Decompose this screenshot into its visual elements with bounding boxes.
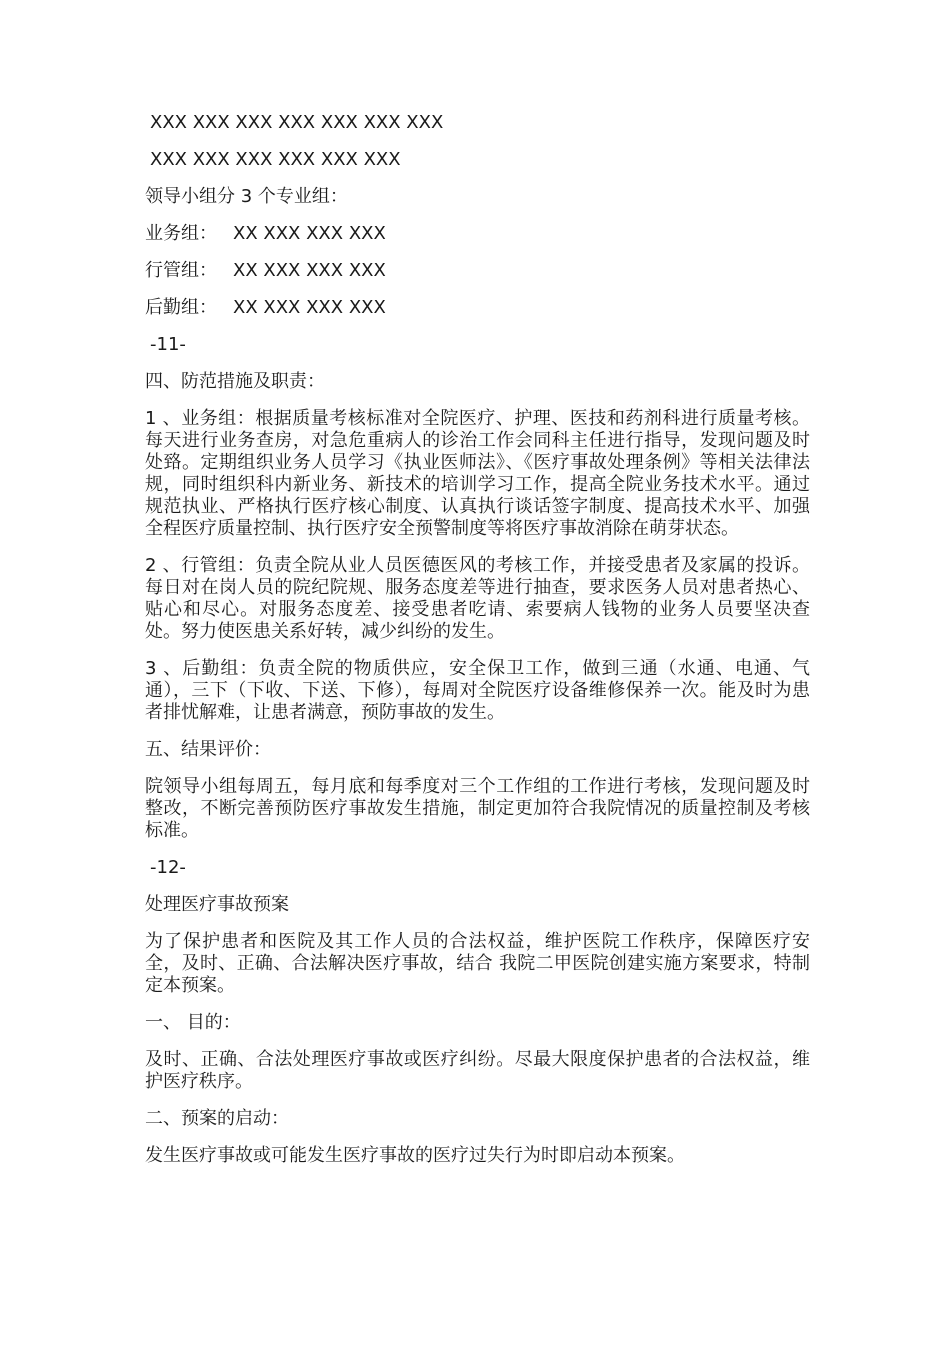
page-number: -11-: [150, 334, 186, 355]
group-label: 行管组：: [145, 260, 217, 281]
group-label: 后勤组：: [145, 297, 217, 318]
paragraph: 院领导小组每周五，每月底和每季度对三个工作组的工作进行考核，发现问题及时整改，不断完善预防医疗事故发生措施，制定更加符合我院情况的质量控制及考核标准。: [145, 776, 810, 841]
paragraph: 3 、后勤组：负责全院的物质供应，安全保卫工作，做到三通（水通、电通、气通），三下（下收、下送、下修），每周对全院医疗设备维修保养一次。能及时为患者排忧解难，让患者满意，预防事故的发生。: [145, 658, 810, 723]
paragraph: 及时、正确、合法处理医疗事故或医疗纠纷。尽最大限度保护患者的合法权益，维护医疗秩序。: [145, 1049, 810, 1092]
group-label: 业务组：: [145, 223, 217, 244]
paragraph: 为了保护患者和医院及其工作人员的合法权益，维护医院工作秩序，保障医疗安全，及时、正确、合法解决医疗事故，结合 我院二甲医院创建实施方案要求，特制定本预案。: [145, 931, 810, 996]
group-members: XX XXX XXX XXX: [233, 223, 386, 244]
section-heading: 一、 目的：: [145, 1012, 241, 1033]
section-heading: 四、防范措施及职责：: [145, 371, 325, 392]
paragraph: 1 、业务组：根据质量考核标准对全院医疗、护理、医技和药剂科进行质量考核。每天进行业务查房，对急危重病人的诊治工作会同科主任进行指导，发现问题及时处臵。定期组织业务人员学习《执业医师法》、《医疗事故处理条例》等相关法律法规，同时组织科内新业务、新技术的培训学习工作，提高全院业务技术水平。通过规范执业、严格执行医疗核心制度、认真执行谈话签字制度、提高技术水平、加强全程医疗质量控制、执行医疗安全预警制度等将医疗事故消除在萌芽状态。: [145, 408, 810, 539]
group-members: XX XXX XXX XXX: [233, 297, 386, 318]
document-title: 处理医疗事故预案: [145, 894, 289, 915]
groups-intro: 领导小组分 3 个专业组：: [145, 186, 348, 207]
names-line-2: XXX XXX XXX XXX XXX XXX: [150, 149, 401, 170]
group-row: [145, 297, 810, 319]
names-line-1: XXX XXX XXX XXX XXX XXX XXX: [150, 112, 444, 133]
paragraph: 2 、行管组：负责全院从业人员医德医风的考核工作，并接受患者及家属的投诉。每日对在岗人员的院纪院规、服务态度差等进行抽查，要求医务人员对患者热心、贴心和尽心。对服务态度差、接受患者吃请、索要病人钱物的业务人员要坚决查处。努力使医患关系好转，减少纠纷的发生。: [145, 555, 810, 642]
group-row: [145, 260, 810, 282]
paragraph: 发生医疗事故或可能发生医疗事故的医疗过失行为时即启动本预案。: [145, 1145, 685, 1166]
document-page: [145, 112, 810, 1182]
group-row: [145, 223, 810, 245]
section-heading: 二、预案的启动：: [145, 1108, 289, 1129]
page-number: -12-: [150, 857, 186, 878]
group-members: XX XXX XXX XXX: [233, 260, 386, 281]
section-heading: 五、结果评价：: [145, 739, 271, 760]
